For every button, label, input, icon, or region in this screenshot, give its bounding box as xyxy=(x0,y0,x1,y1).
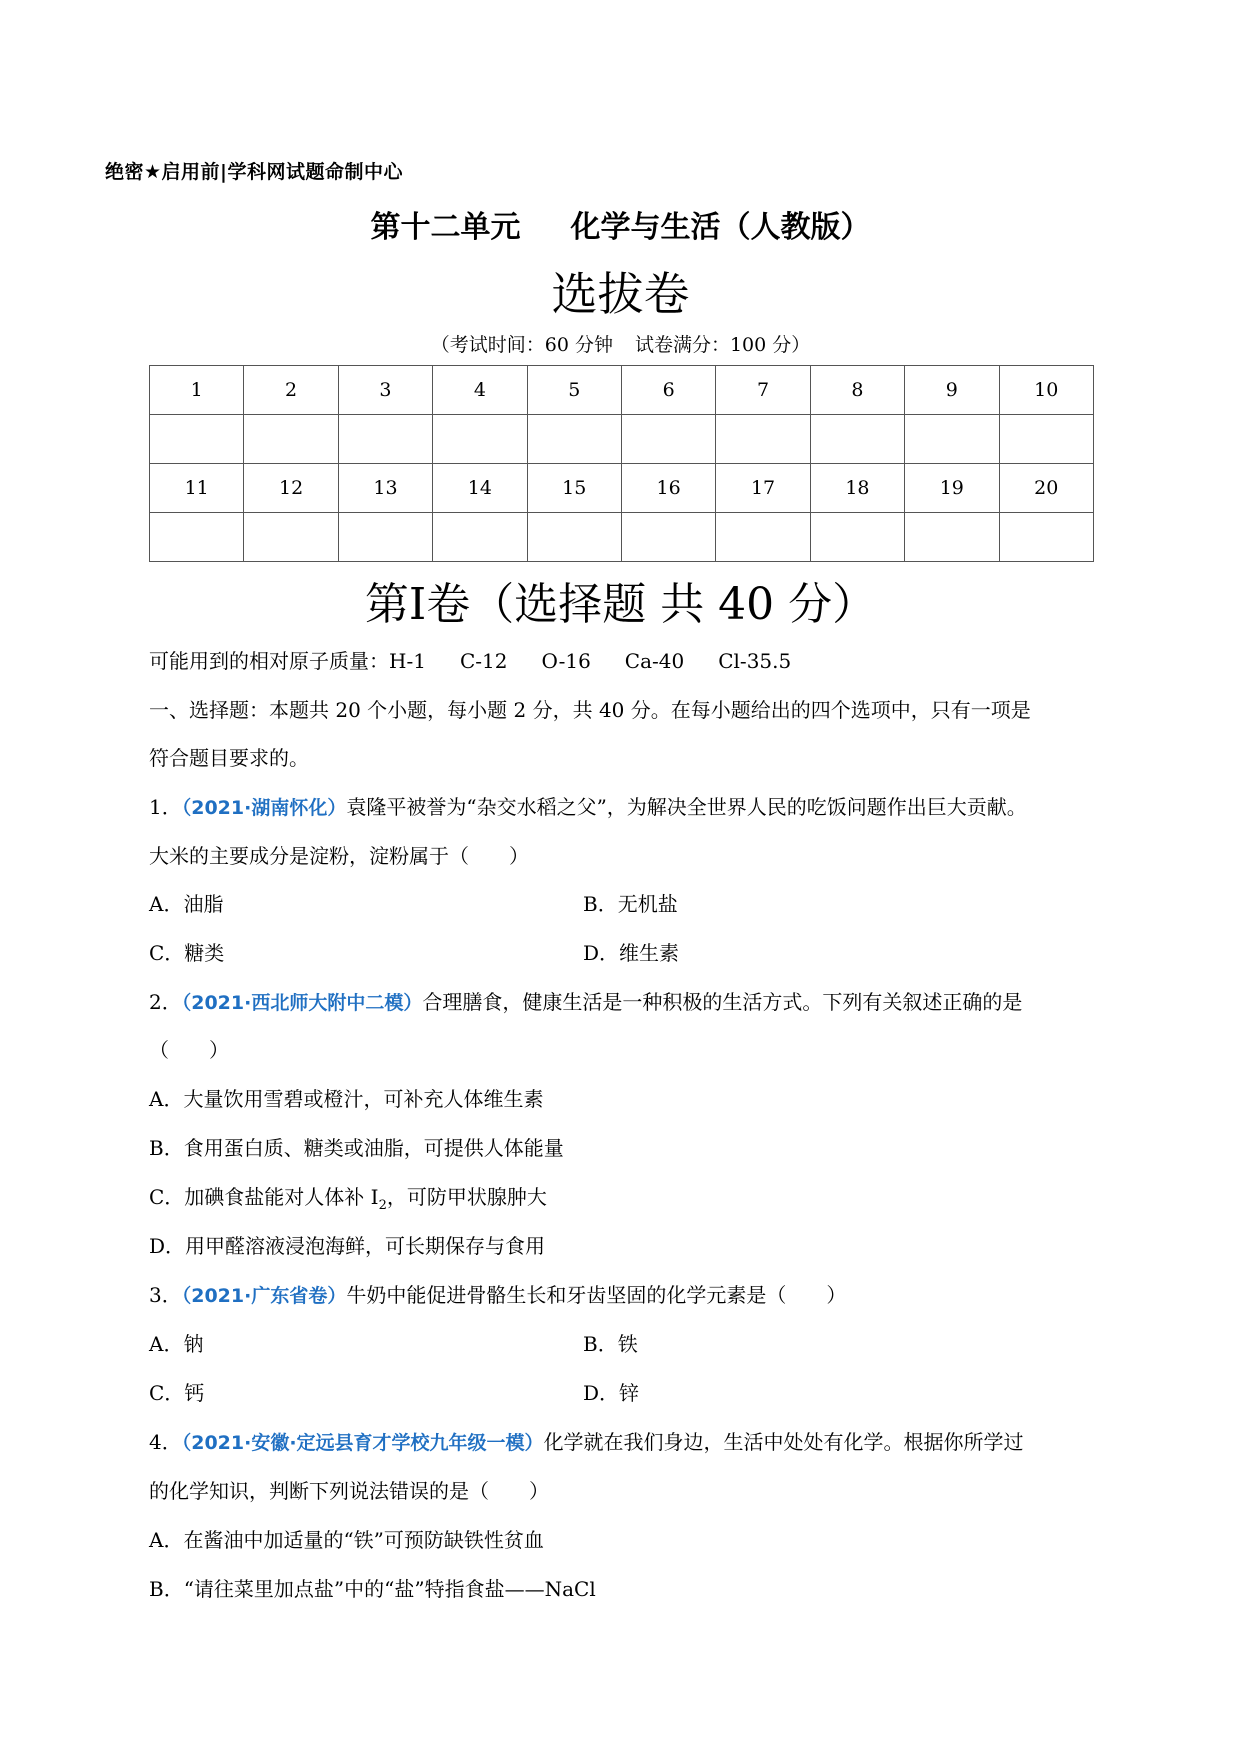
answer-number: 15 xyxy=(527,464,621,513)
answer-number-row xyxy=(150,366,1094,415)
question-text: 化学就在我们身边，生活中处处有化学。根据你所学过 xyxy=(543,1430,1024,1454)
question-1-stem xyxy=(149,791,1027,820)
unit-subject: 化学与生活（人教版） xyxy=(570,210,871,245)
question-4-stem xyxy=(149,1426,1024,1455)
question-source: （2021·湖南怀化） xyxy=(181,797,347,819)
answer-number: 13 xyxy=(338,464,432,513)
exam-time: （考试时间：60 分钟 xyxy=(430,334,613,356)
question-number: 2． xyxy=(149,990,182,1014)
question-3-option-b[interactable]: B．铁 xyxy=(583,1332,638,1356)
question-2-option-c[interactable] xyxy=(149,1181,547,1213)
atomic-mass: C-12 xyxy=(459,649,508,673)
answer-cell[interactable] xyxy=(810,415,904,464)
exam-info xyxy=(0,330,1241,357)
answer-cell[interactable] xyxy=(150,513,244,562)
question-text: 合理膳食，健康生活是一种积极的生活方式。下列有关叙述正确的是 xyxy=(422,990,1023,1014)
answer-number: 11 xyxy=(150,464,244,513)
atomic-mass: Cl-35.5 xyxy=(718,649,792,673)
option-text: ，可防甲状腺肿大 xyxy=(386,1185,547,1209)
answer-cell[interactable] xyxy=(621,513,715,562)
answer-cell[interactable] xyxy=(621,415,715,464)
answer-cell[interactable] xyxy=(338,415,432,464)
paper-type: 选拔卷 xyxy=(551,267,690,321)
answer-number: 12 xyxy=(244,464,338,513)
answer-blank-row xyxy=(150,415,1094,464)
answer-cell[interactable] xyxy=(244,415,338,464)
question-number: 1． xyxy=(149,795,182,819)
part-title: 第I卷（选择题 共 40 分） xyxy=(364,579,877,630)
answer-cell[interactable] xyxy=(527,415,621,464)
question-3-stem xyxy=(149,1279,846,1308)
answer-number: 19 xyxy=(905,464,999,513)
answer-number: 3 xyxy=(338,366,432,415)
full-score: 试卷满分：100 分） xyxy=(634,334,811,356)
answer-number: 5 xyxy=(527,366,621,415)
answer-number: 1 xyxy=(150,366,244,415)
answer-cell[interactable] xyxy=(905,415,999,464)
unit-title xyxy=(0,202,1241,246)
secret-label: 绝密★启用前|学科网试题命制中心 xyxy=(105,161,403,183)
answer-cell[interactable] xyxy=(716,513,810,562)
answer-cell[interactable] xyxy=(150,415,244,464)
question-4-option-a[interactable]: A．在酱油中加适量的“铁”可预防缺铁性贫血 xyxy=(149,1528,544,1552)
answer-blank-row xyxy=(150,513,1094,562)
question-4-stem-cont: 的化学知识，判断下列说法错误的是（ ） xyxy=(149,1479,549,1503)
answer-cell[interactable] xyxy=(810,513,904,562)
unit-number: 第十二单元 xyxy=(370,210,521,245)
instruction-line: 一、选择题：本题共 20 个小题，每小题 2 分，共 40 分。在每小题给出的四个选项中，只有一项是 xyxy=(149,698,1031,722)
answer-number: 18 xyxy=(810,464,904,513)
answer-cell[interactable] xyxy=(433,513,527,562)
question-1-stem-cont: 大米的主要成分是淀粉，淀粉属于（ ） xyxy=(149,844,529,868)
question-number: 3． xyxy=(149,1283,182,1307)
question-source: （2021·广东省卷） xyxy=(181,1285,347,1307)
answer-number: 14 xyxy=(433,464,527,513)
answer-cell[interactable] xyxy=(905,513,999,562)
subscript: 2 xyxy=(378,1198,387,1213)
atomic-mass: H-1 xyxy=(389,649,426,673)
answer-number: 17 xyxy=(716,464,810,513)
question-3-option-c[interactable]: C．钙 xyxy=(149,1381,205,1405)
question-3-option-d[interactable]: D．锌 xyxy=(583,1381,640,1405)
atomic-mass: O-16 xyxy=(541,649,591,673)
question-1-option-d[interactable]: D．维生素 xyxy=(583,941,680,965)
answer-cell[interactable] xyxy=(433,415,527,464)
question-source: （2021·西北师大附中二模） xyxy=(181,992,423,1014)
answer-number-row xyxy=(150,464,1094,513)
answer-cell[interactable] xyxy=(244,513,338,562)
atomic-masses xyxy=(149,645,825,674)
answer-number: 16 xyxy=(621,464,715,513)
answer-cell[interactable] xyxy=(527,513,621,562)
question-2-stem-cont: （ ） xyxy=(149,1038,229,1062)
question-2-stem xyxy=(149,986,1022,1015)
question-2-option-b[interactable]: B．食用蛋白质、糖类或油脂，可提供人体能量 xyxy=(149,1136,564,1160)
answer-table xyxy=(149,365,1094,562)
question-text: 袁隆平被誉为“杂交水稻之父”，为解决全世界人民的吃饭问题作出巨大贡献。 xyxy=(346,795,1027,819)
answer-number: 8 xyxy=(810,366,904,415)
question-4-option-b[interactable]: B．“请往菜里加点盐”中的“盐”特指食盐——NaCl xyxy=(149,1577,596,1601)
answer-number: 10 xyxy=(999,366,1093,415)
question-1-option-c[interactable]: C．糖类 xyxy=(149,941,225,965)
question-2-option-d[interactable]: D．用甲醛溶液浸泡海鲜，可长期保存与食用 xyxy=(149,1234,546,1258)
question-3-option-a[interactable]: A．钠 xyxy=(149,1332,204,1356)
question-text: 牛奶中能促进骨骼生长和牙齿坚固的化学元素是（ ） xyxy=(346,1283,847,1307)
question-2-option-a[interactable]: A．大量饮用雪碧或橙汁，可补充人体维生素 xyxy=(149,1087,544,1111)
instruction-line: 符合题目要求的。 xyxy=(149,746,309,770)
option-text: C．加碘食盐能对人体补 I xyxy=(149,1185,379,1209)
answer-cell[interactable] xyxy=(338,513,432,562)
answer-number: 4 xyxy=(433,366,527,415)
question-source: （2021·安徽·定远县育才学校九年级一模） xyxy=(181,1432,544,1454)
answer-cell[interactable] xyxy=(999,415,1093,464)
atomic-mass: Ca-40 xyxy=(624,649,685,673)
atomic-prefix: 可能用到的相对原子质量： xyxy=(149,649,389,673)
question-1-option-b[interactable]: B．无机盐 xyxy=(583,892,678,916)
answer-number: 7 xyxy=(716,366,810,415)
answer-cell[interactable] xyxy=(716,415,810,464)
answer-number: 9 xyxy=(905,366,999,415)
answer-cell[interactable] xyxy=(999,513,1093,562)
answer-number: 6 xyxy=(621,366,715,415)
answer-number: 2 xyxy=(244,366,338,415)
question-1-option-a[interactable]: A．油脂 xyxy=(149,892,224,916)
answer-number: 20 xyxy=(999,464,1093,513)
question-number: 4． xyxy=(149,1430,182,1454)
